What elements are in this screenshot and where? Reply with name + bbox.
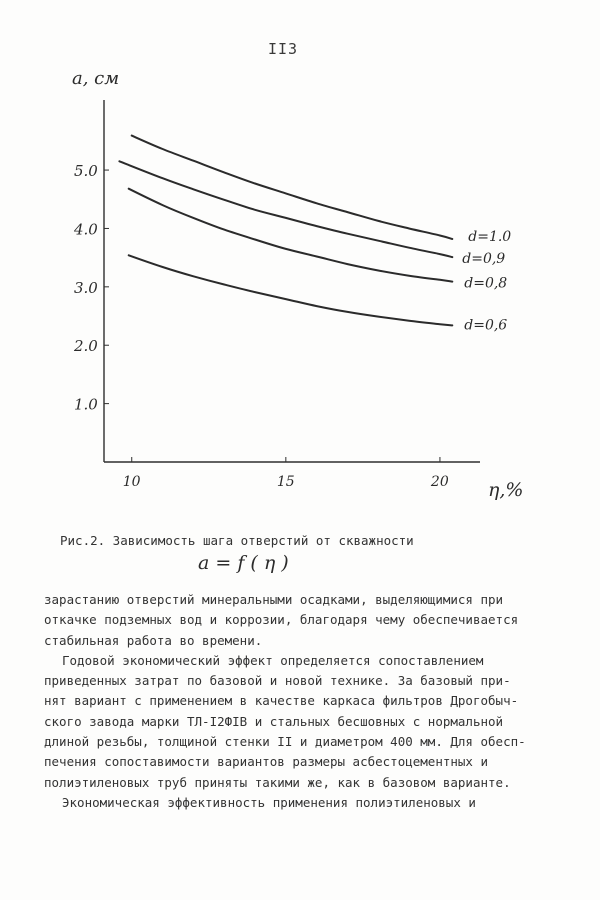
body-line: откачке подземных вод и коррозии, благодаря чему обеспечивается (44, 612, 519, 628)
body-line: полиэтиленовых труб приняты такими же, как в базовом варианте. (44, 774, 511, 790)
y-tick-label: 4.0 (74, 220, 98, 239)
x-axis-label (488, 479, 523, 501)
body-line: ского завода марки ТЛ-I2ФIВ и стальных бесшовных с нормальной (44, 713, 504, 729)
body-text (44, 590, 572, 813)
series-label: d=1.0 (468, 228, 512, 245)
body-line: длиной резьбы, толщиной стенки II и диаметром 400 мм. Для обесп- (44, 734, 526, 750)
page-number: II3 (268, 40, 299, 58)
series-line (129, 189, 453, 282)
body-line: печения сопоставимости вариантов размеры асбестоцементных и (44, 754, 489, 770)
body-line: Годовой экономический эффект определяется сопоставлением (62, 652, 484, 668)
series-line (132, 136, 453, 239)
series-lines (119, 136, 452, 326)
body-line: стабильная работа во времени. (44, 632, 263, 648)
body-line: нят вариант с применением в качестве каркаса фильтров Дрогобыч- (44, 693, 519, 709)
y-tick-label: 5.0 (74, 162, 98, 181)
x-tick-label: 10 (122, 474, 141, 490)
x-axis-label-text: η,% (488, 479, 524, 501)
y-tick-label: 1.0 (74, 395, 98, 414)
series-label: d=0,9 (462, 251, 506, 268)
series-label: d=0,8 (464, 275, 508, 292)
figure-caption: Рис.2. Зависимость шага отверстий от скважности (60, 533, 414, 548)
chart-axes (104, 100, 480, 462)
y-tick-label: 2.0 (74, 337, 98, 356)
series-line (119, 161, 452, 257)
x-tick-label: 15 (276, 474, 295, 490)
series-line (129, 255, 453, 325)
series-labels (462, 229, 511, 333)
y-axis-label (72, 68, 119, 89)
series-label: d=0,6 (464, 317, 508, 334)
y-axis-label-text: a, см (72, 68, 120, 89)
x-tick-label: 20 (430, 474, 449, 490)
body-line: Экономическая эффективность применения полиэтиленовых и (62, 794, 476, 810)
y-tick-label: 3.0 (74, 278, 98, 297)
body-line: зарастанию отверстий минеральными осадками, выделяющимися при (44, 592, 504, 607)
figure-formula: a = f ( η ) (198, 552, 289, 574)
body-line: приведенных затрат по базовой и новой технике. За базовый при- (44, 673, 511, 689)
